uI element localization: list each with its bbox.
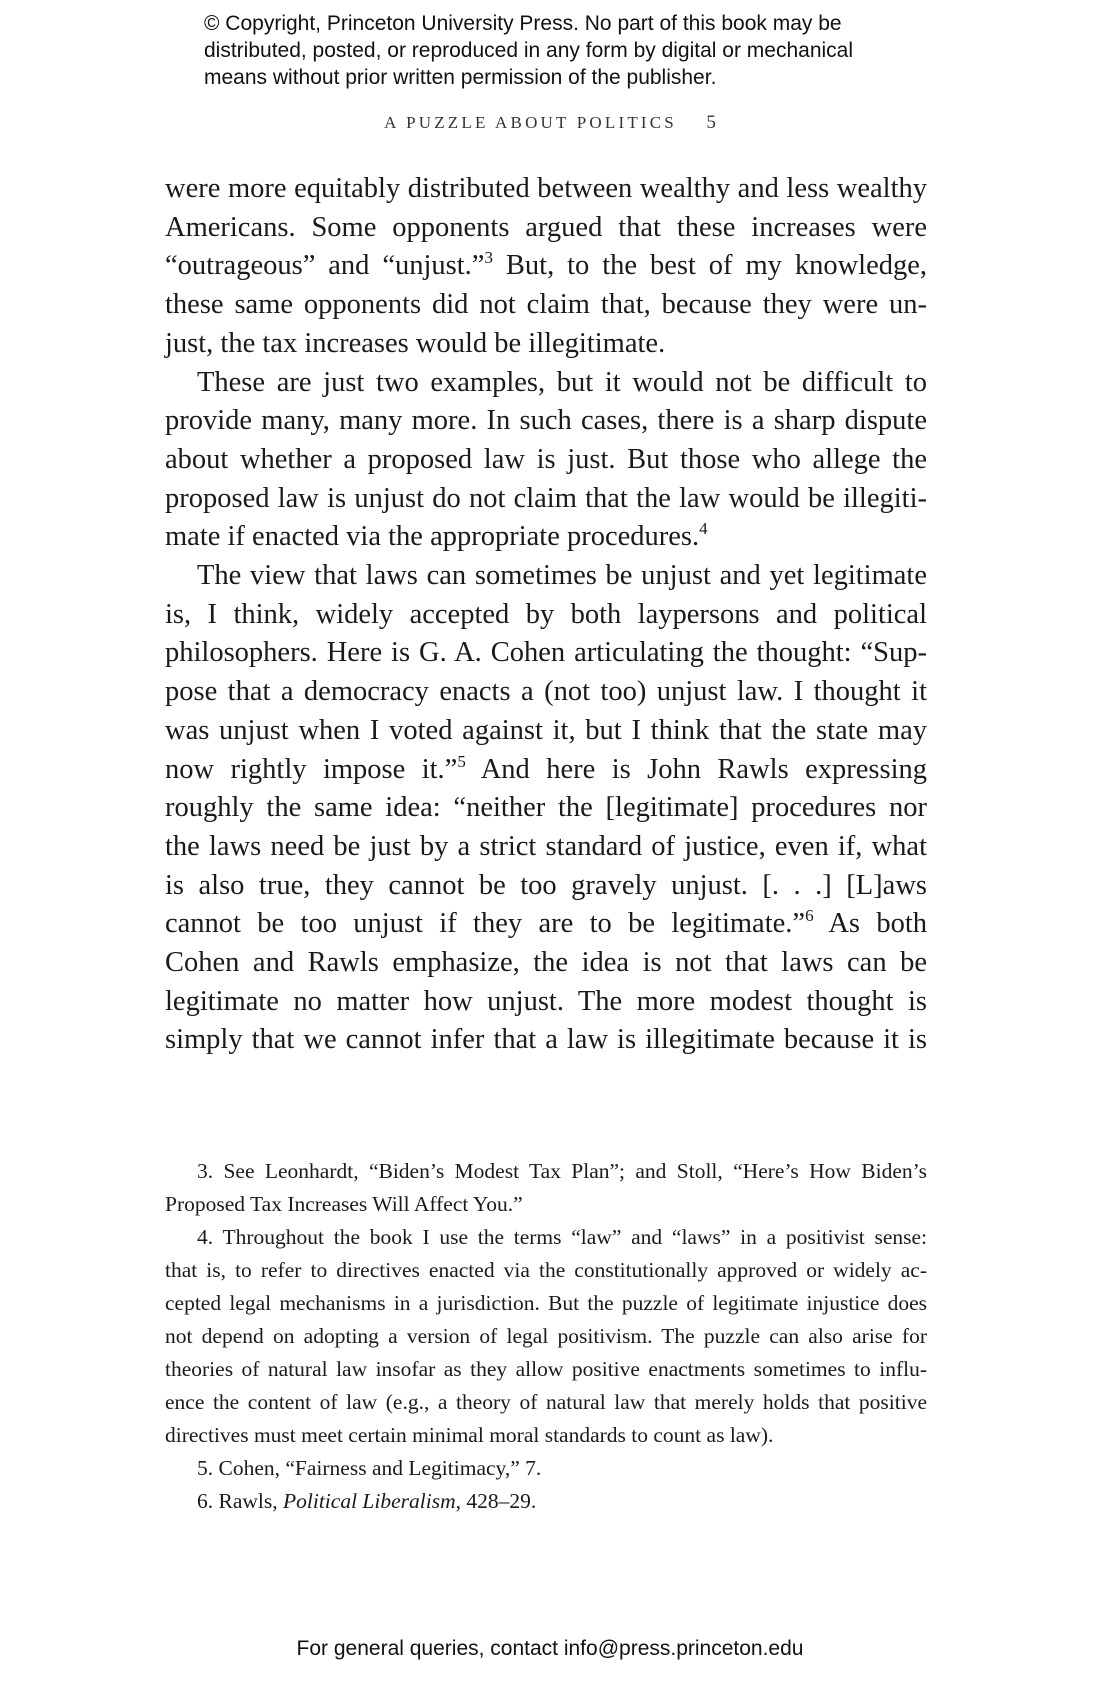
text-line: Americans. Some opponents argued that these increases were — [165, 211, 927, 243]
text-line: The view that laws can sometimes be unjust and yet legitimate — [197, 560, 927, 592]
contact-footer: For general queries, contact info@press.princeton.edu — [296, 1637, 804, 1660]
footnote-ref: 4 — [699, 519, 708, 539]
text-line: about whether a proposed law is just. But those who allege the — [165, 443, 927, 475]
running-title: A PUZZLE ABOUT POLITICS — [384, 113, 677, 132]
footnote-line: Proposed Tax Increases Will Affect You.” — [165, 1192, 523, 1216]
text-line: These are just two examples, but it would not be difficult to — [197, 366, 927, 398]
footnote-text: 6. Rawls, — [197, 1489, 283, 1513]
text-line: roughly the same idea: “neither the [legitimate] procedures nor — [165, 792, 927, 824]
copyright-notice — [204, 10, 924, 91]
copyright-line: © Copyright, Princeton University Press. No part of this book may be — [204, 12, 842, 35]
footnote-line: ence the content of law (e.g., a theory of natural law that merely holds that positive — [165, 1390, 927, 1414]
copyright-line: means without prior written permission of the publisher. — [204, 66, 717, 89]
text-line: philosophers. Here is G. A. Cohen articulating the thought: “Sup- — [165, 637, 927, 669]
text-fragment: As both — [813, 908, 928, 940]
copyright-line: distributed, posted, or reproduced in any form by digital or mechanical — [204, 39, 854, 62]
footnote-line: 5. Cohen, “Fairness and Legitimacy,” 7. — [197, 1456, 542, 1480]
text-line: simply that we cannot infer that a law is illegitimate because it is — [165, 1024, 927, 1056]
text-line: is, I think, widely accepted by both laypersons and political — [165, 598, 927, 630]
page-number: 5 — [706, 112, 716, 133]
footnote-text: , 428–29. — [455, 1489, 537, 1513]
text-line: is also true, they cannot be too gravely unjust. [. . .] [L]aws — [165, 869, 927, 901]
text-line: just, the tax increases would be illegitimate. — [165, 327, 666, 359]
text-line: these same opponents did not claim that, because they were un- — [165, 289, 927, 321]
running-header — [0, 112, 1100, 134]
text-line — [165, 905, 927, 944]
text-fragment: “outrageous” and “unjust.” — [165, 250, 485, 282]
text-line: the laws need be just by a strict standard of justice, even if, what — [165, 830, 927, 862]
footnote-line — [165, 1485, 927, 1518]
text-line: was unjust when I voted against it, but I think that the state may — [165, 714, 927, 746]
main-text — [165, 170, 927, 1060]
text-line — [165, 751, 927, 790]
footnote-ref: 6 — [805, 906, 814, 926]
text-line: proposed law is unjust do not claim that the law would be illegiti- — [165, 482, 927, 514]
footnote-line: cepted legal mechanisms in a jurisdiction. But the puzzle of legitimate injustice does — [165, 1291, 927, 1315]
footnote-line: theories of natural law insofar as they allow positive enactments sometimes to influ- — [165, 1357, 927, 1381]
footnote-line: that is, to refer to directives enacted via the constitutionally approved or widely ac- — [165, 1258, 927, 1282]
text-fragment: And here is John Rawls expressing — [465, 753, 927, 785]
footnote-ref: 5 — [457, 751, 466, 771]
text-line: were more equitably distributed between wealthy and less wealthy — [165, 173, 927, 204]
text-fragment: cannot be too unjust if they are to be legitimate.” — [165, 908, 806, 940]
text-line — [165, 518, 927, 557]
text-line: Cohen and Rawls emphasize, the idea is not that laws can be — [165, 947, 927, 979]
book-title: Political Liberalism — [283, 1489, 456, 1513]
footnote-line: 4. Throughout the book I use the terms “law” and “laws” in a positivist sense: — [197, 1225, 927, 1249]
text-line: provide many, many more. In such cases, there is a sharp dispute — [165, 405, 927, 437]
footnote-line: directives must meet certain minimal moral standards to count as law). — [165, 1423, 774, 1447]
text-line: legitimate no matter how unjust. The more modest thought is — [165, 985, 927, 1017]
footnotes — [165, 1155, 927, 1518]
text-fragment: But, to the best of my knowledge, — [492, 250, 928, 282]
text-line: pose that a democracy enacts a (not too) unjust law. I thought it — [165, 676, 927, 708]
footnote-line: 3. See Leonhardt, “Biden’s Modest Tax Plan”; and Stoll, “Here’s How Biden’s — [197, 1159, 927, 1183]
footnote-line: not depend on adopting a version of legal positivism. The puzzle can also arise for — [165, 1324, 927, 1348]
footnote-ref: 3 — [484, 248, 493, 268]
text-fragment: mate if enacted via the appropriate procedures. — [165, 521, 700, 553]
text-fragment: now rightly impose it.” — [165, 753, 458, 785]
text-line — [165, 247, 927, 286]
